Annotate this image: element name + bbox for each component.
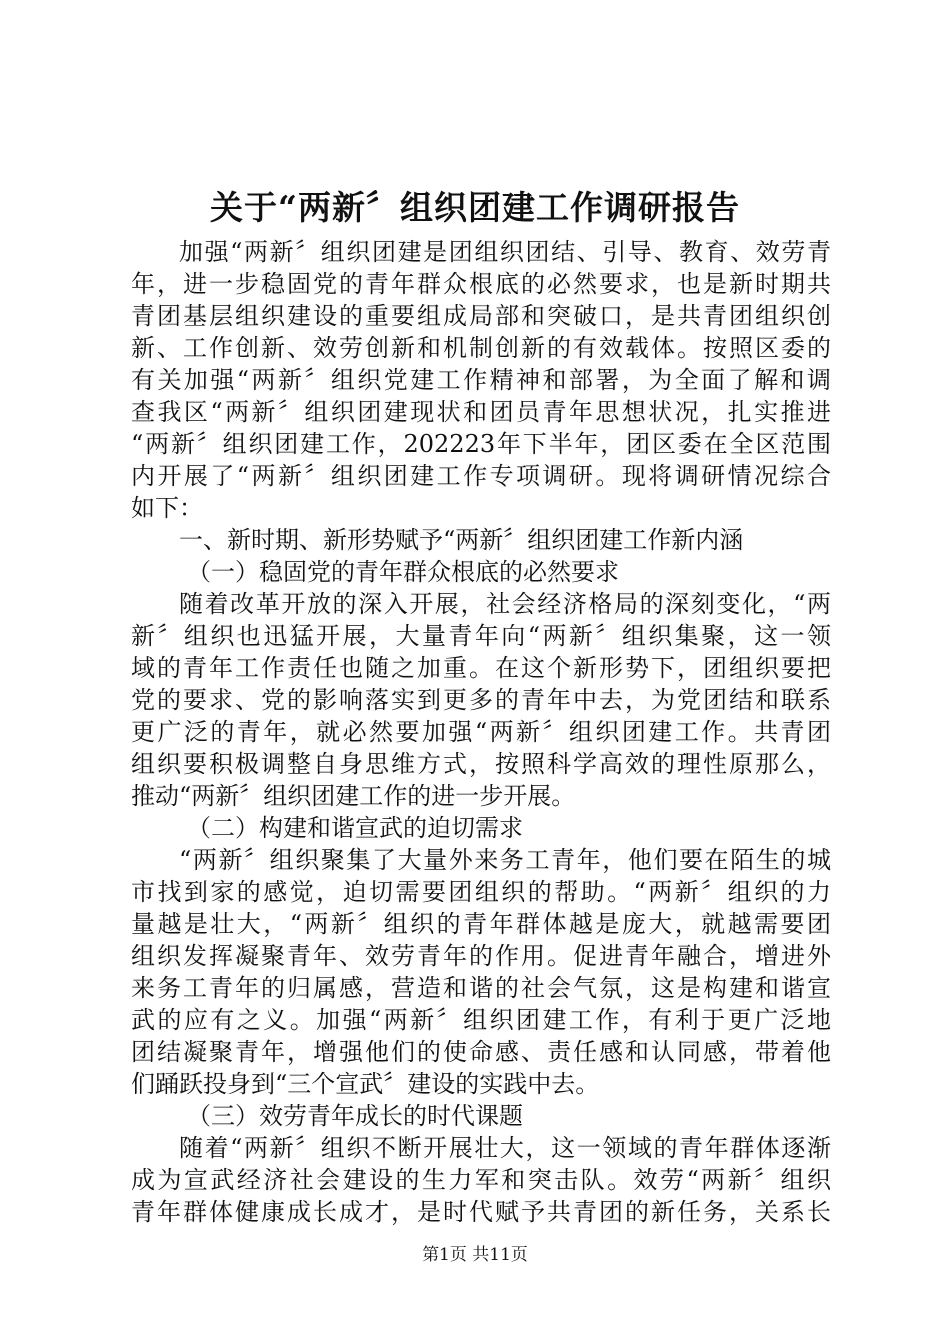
text-line: 团结凝聚青年，增强他们的使命感、责任感和认同感，带着他 bbox=[131, 1038, 831, 1066]
text-line: 党的要求、党的影响落实到更多的青年中去，为党团结和联系 bbox=[131, 686, 831, 714]
text-line: 成为宣武经济社会建设的生力军和突击队。效劳“两新〞组织 bbox=[131, 1166, 831, 1194]
text-line: “两新〞组织聚集了大量外来务工青年，他们要在陌生的城 bbox=[179, 846, 831, 874]
text-line: 武的应有之义。加强“两新〞组织团建工作，有利于更广泛地 bbox=[131, 1006, 831, 1034]
text-line: 青年群体健康成长成才，是时代赋予共青团的新任务，关系长 bbox=[131, 1198, 831, 1226]
text-line: 们踊跃投身到“三个宣武〞建设的实践中去。 bbox=[131, 1070, 600, 1098]
subsection-heading: （一）稳固党的青年群众根底的必然要求 bbox=[187, 558, 619, 586]
text-line: “两新〞组织团建工作，202223年下半年，团区委在全区范围 bbox=[131, 430, 831, 458]
text-line: 查我区“两新〞组织团建现状和团员青年思想状况，扎实推进 bbox=[131, 398, 831, 426]
document-body bbox=[131, 236, 831, 1228]
text-line: 量越是壮大，“两新〞组织的青年群体越是庞大，就越需要团 bbox=[131, 910, 831, 938]
subsection-heading: （三）效劳青年成长的时代课题 bbox=[187, 1102, 523, 1130]
text-line: 随着改革开放的深入开展，社会经济格局的深刻变化，“两 bbox=[179, 590, 831, 618]
text-line: 更广泛的青年，就必然要加强“两新〞组织团建工作。共青团 bbox=[131, 718, 831, 746]
text-line: 加强“两新〞组织团建是团组织团结、引导、教育、效劳青 bbox=[179, 238, 831, 266]
text-line: 组织要积极调整自身思维方式，按照科学高效的理性原那么， bbox=[131, 750, 831, 778]
text-line: 随着“两新〞组织不断开展壮大，这一领域的青年群体逐渐 bbox=[179, 1134, 831, 1162]
text-line: 市找到家的感觉，迫切需要团组织的帮助。“两新〞组织的力 bbox=[131, 878, 831, 906]
text-line: 组织发挥凝聚青年、效劳青年的作用。促进青年融合，增进外 bbox=[131, 942, 831, 970]
text-line: 内开展了“两新〞组织团建工作专项调研。现将调研情况综合 bbox=[131, 462, 831, 490]
text-line: 如下： bbox=[131, 494, 203, 522]
page-number-footer: 第1页 共11页 bbox=[422, 1245, 528, 1265]
text-line: 新、工作创新、效劳创新和机制创新的有效载体。按照区委的 bbox=[131, 334, 831, 362]
text-line: 推动“两新〞组织团建工作的进一步开展。 bbox=[131, 782, 576, 810]
document-title: 关于“两新〞组织团建工作调研报告 bbox=[210, 188, 740, 227]
text-line: 年，进一步稳固党的青年群众根底的必然要求，也是新时期共 bbox=[131, 270, 831, 298]
subsection-heading: （二）构建和谐宣武的迫切需求 bbox=[187, 814, 523, 842]
section-heading: 一、新时期、新形势赋予“两新〞组织团建工作新内涵 bbox=[179, 526, 744, 554]
text-line: 新〞组织也迅猛开展，大量青年向“两新〞组织集聚，这一领 bbox=[131, 622, 831, 650]
text-line: 来务工青年的归属感，营造和谐的社会气氛，这是构建和谐宣 bbox=[131, 974, 831, 1002]
text-line: 域的青年工作责任也随之加重。在这个新形势下，团组织要把 bbox=[131, 654, 831, 682]
text-line: 青团基层组织建设的重要组成局部和突破口，是共青团组织创 bbox=[131, 302, 831, 330]
text-line: 有关加强“两新〞组织党建工作精神和部署，为全面了解和调 bbox=[131, 366, 831, 394]
